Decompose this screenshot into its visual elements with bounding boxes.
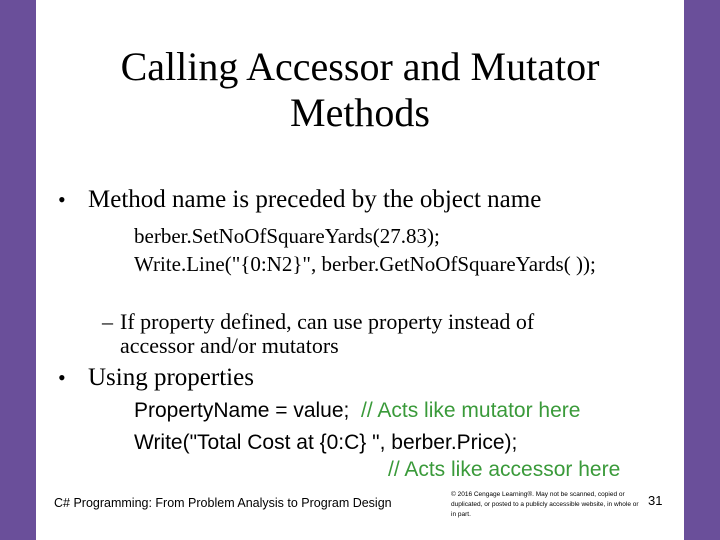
sub-bullet-marker: – <box>102 309 113 334</box>
sub-bullet-line-1: If property defined, can use property instead of <box>120 309 535 334</box>
footer-copyright: © 2016 Cengage Learning®. May not be scanned, copied or duplicated, or posted to a publicly accessible website, in whole or in part. <box>451 491 639 518</box>
bullet-marker: • <box>58 187 66 212</box>
sub-bullet-property <box>102 310 534 358</box>
code-text: PropertyName = value; <box>134 399 350 422</box>
code-line-write-price: Write("Total Cost at {0:C} ", berber.Price); <box>134 431 518 454</box>
bullet-marker: • <box>58 365 66 390</box>
code-comment-mutator: // Acts like mutator here <box>361 399 581 422</box>
code-line-property <box>134 399 580 423</box>
title-line-1: Calling Accessor and Mutator <box>120 44 600 89</box>
code-line-set: berber.SetNoOfSquareYards(27.83); <box>134 224 440 248</box>
slide-title <box>36 44 684 136</box>
bullet-method-name <box>58 186 541 214</box>
bullet-using-properties <box>58 364 254 392</box>
footer-course-title: C# Programming: From Problem Analysis to Program Design <box>54 496 392 510</box>
title-line-2: Methods <box>290 90 430 135</box>
bullet-text: Using properties <box>88 364 254 391</box>
bullet-text: Method name is preceded by the object name <box>88 186 542 213</box>
page-number: 31 <box>648 493 663 508</box>
slide <box>36 0 684 540</box>
sub-bullet-line-2: accessor and/or mutators <box>120 333 339 358</box>
code-line-write: Write.Line("{0:N2}", berber.GetNoOfSquareYards( )); <box>134 252 596 276</box>
code-comment-accessor: // Acts like accessor here <box>388 458 621 481</box>
